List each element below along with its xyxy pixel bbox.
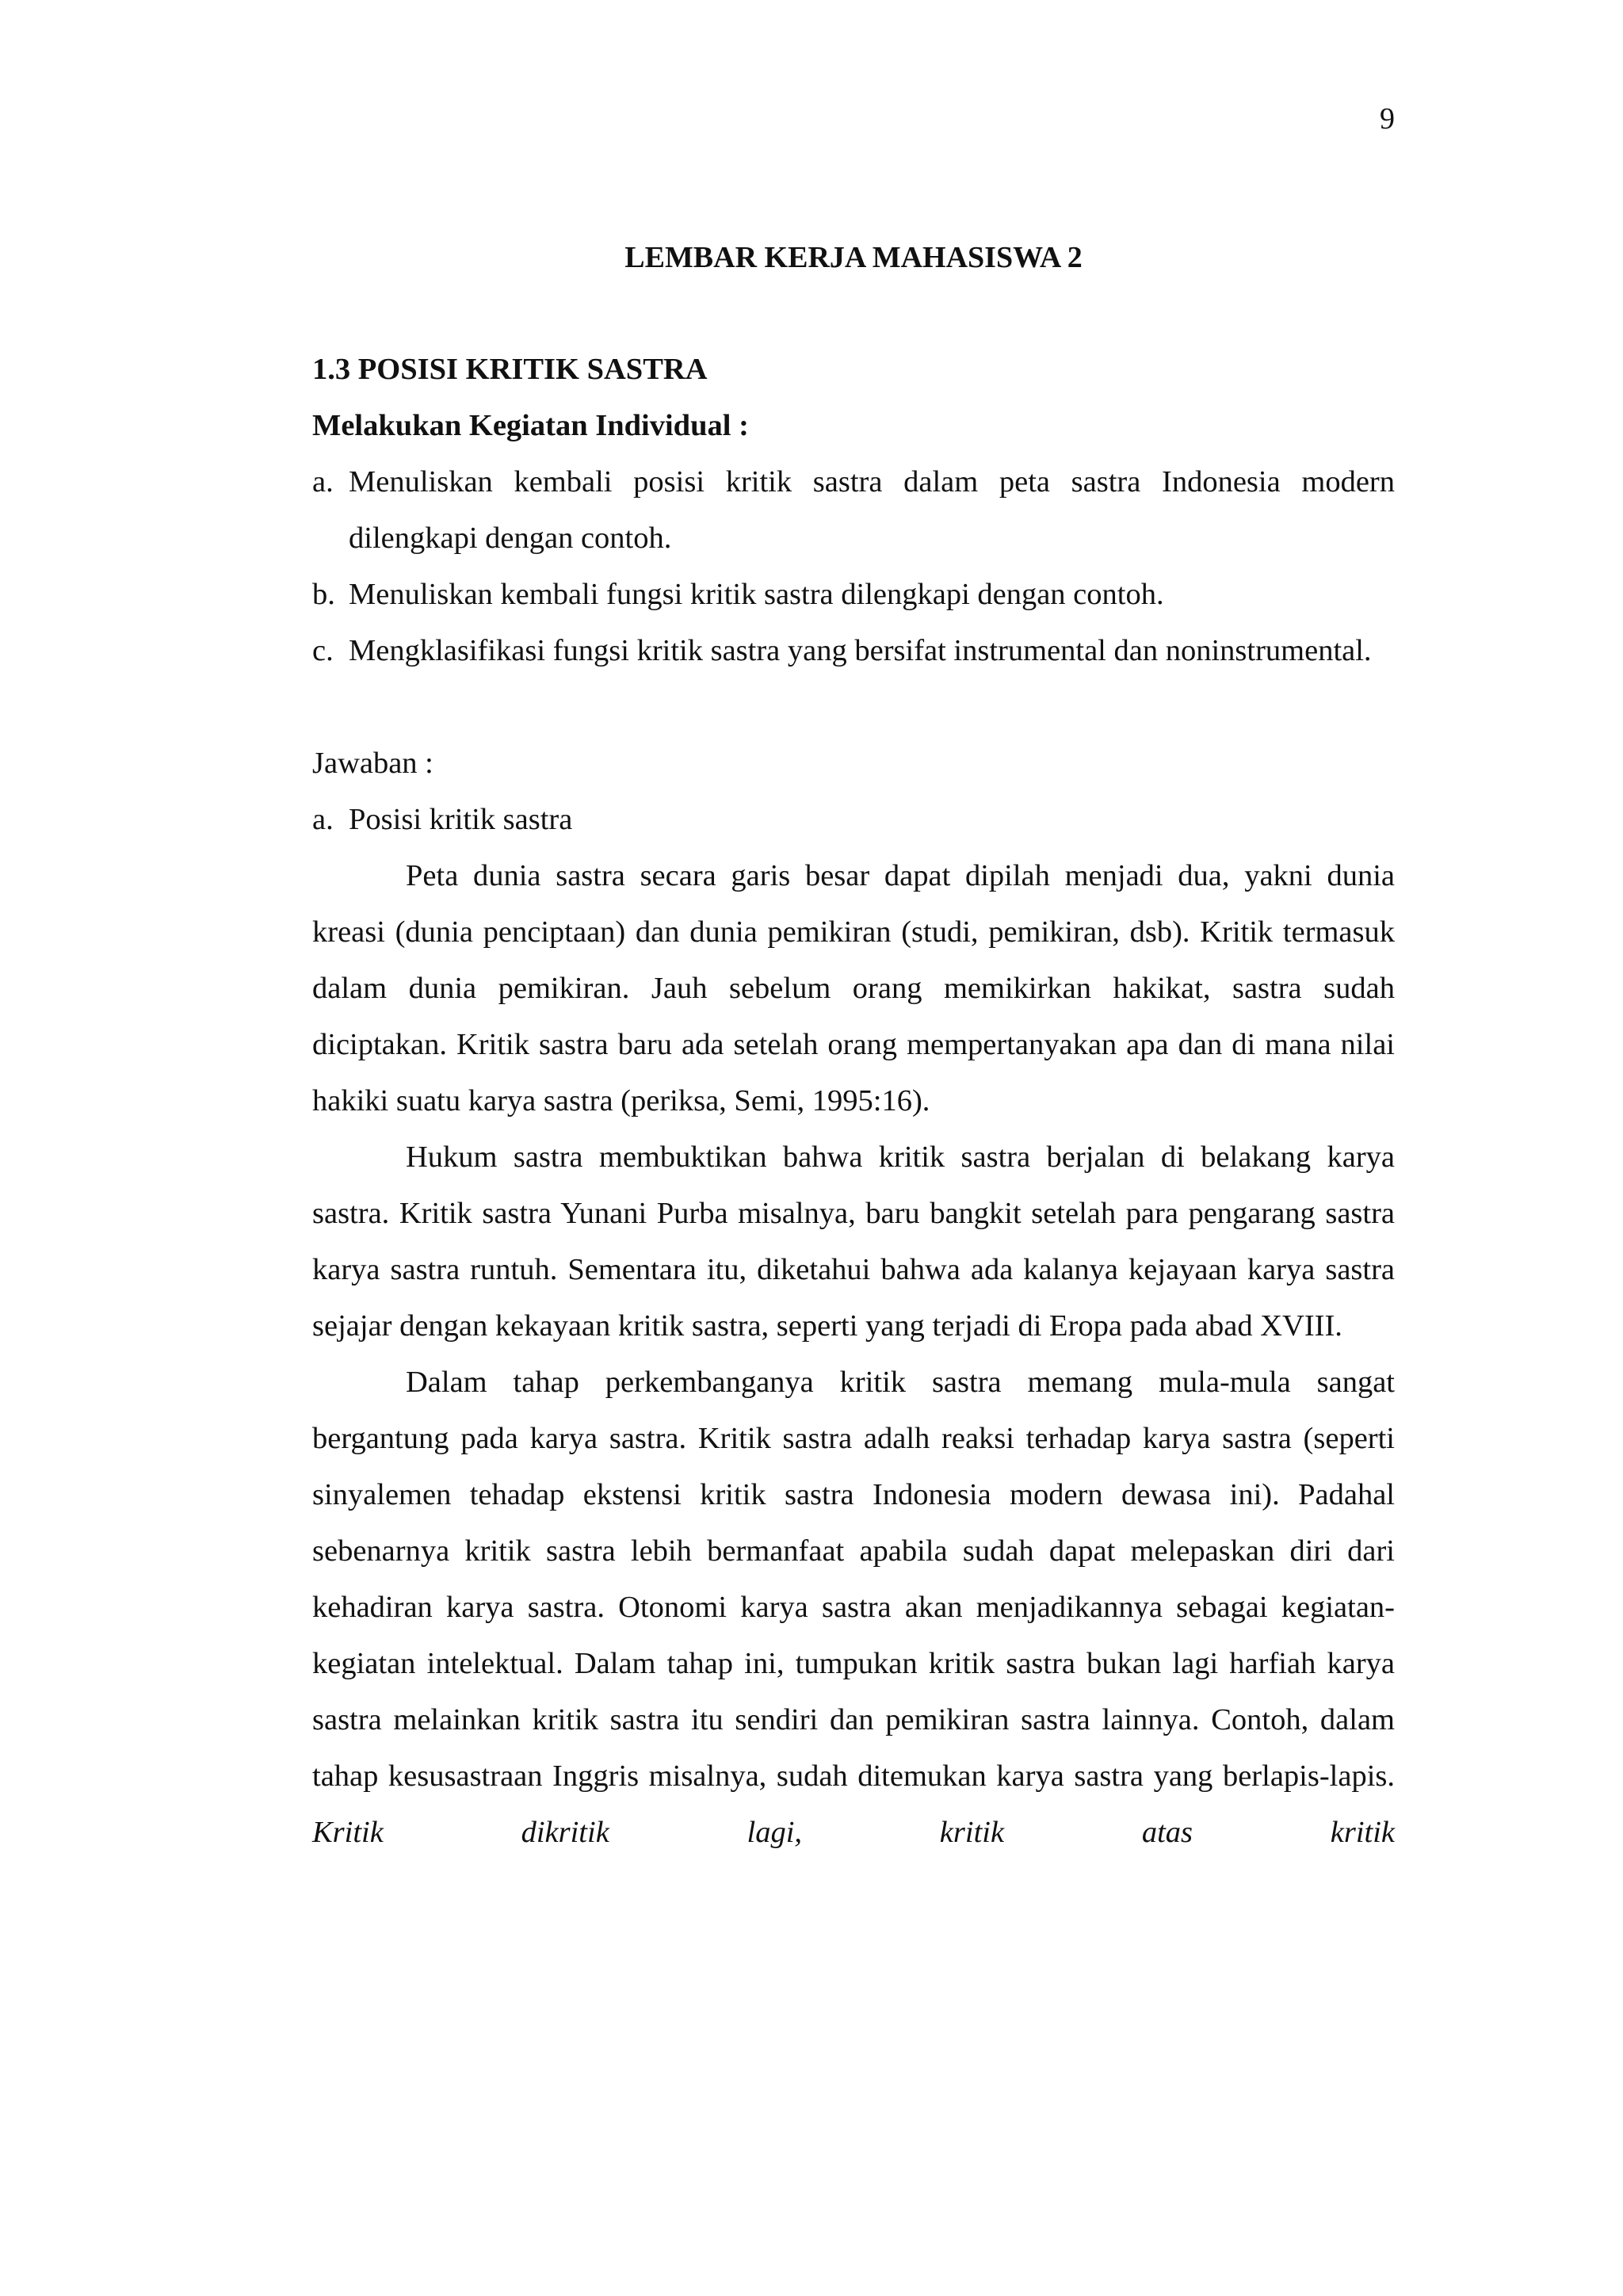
task-item [312, 454, 1395, 567]
italic-phrase: Kritik dikritik lagi, kritik atas kritik [312, 1816, 1395, 1849]
answer-item-text: Posisi kritik sastra [349, 803, 573, 836]
task-text: Menuliskan kembali fungsi kritik sastra dilengkapi dengan contoh. [349, 578, 1164, 611]
paragraph-text: Dalam tahap perkembanganya kritik sastra memang mula-mula sangat bergantung pada karya sastra. Kritik sastra adalh reaksi terhadap karya sastra (seperti sinyalemen tehadap ekstensi kritik sastra Indonesia modern dewasa ini). Padahal sebenarnya kritik sastra lebih bermanfaat apabila sudah dapat melepaskan diri dari kehadiran karya sastra. Otonomi karya sastra akan menjadikannya sebagai kegiatan-kegiatan intelektual. Dalam tahap ini, tumpukan kritik sastra bukan lagi harfiah karya sastra melainkan kritik sastra itu sendiri dan pemikiran sastra lainnya. Contoh, dalam tahap kesusastraan Inggris misalnya, sudah ditemukan karya sastra yang berlapis-lapis. [312, 1366, 1395, 1793]
page-number: 9 [1380, 102, 1395, 136]
body-paragraph [312, 1354, 1395, 1861]
task-list [312, 454, 1395, 679]
task-item [312, 567, 1395, 623]
answer-item [312, 792, 1395, 848]
list-marker: a. [312, 465, 334, 499]
list-marker: c. [312, 634, 334, 667]
task-text: Mengklasifikasi fungsi kritik sastra yang bersifat instrumental dan noninstrumental. [349, 634, 1372, 667]
body-paragraph: Hukum sastra membuktikan bahwa kritik sastra berjalan di belakang karya sastra. Kritik sastra Yunani Purba misalnya, baru bangkit setelah para pengarang sastra karya sastra runtuh. Sementara itu, diketahui bahwa ada kalanya kejayaan karya sastra sejajar dengan kekayaan kritik sastra, seperti yang terjadi di Eropa pada abad XVIII. [312, 1140, 1395, 1343]
document-title: LEMBAR KERJA MAHASISWA 2 [624, 241, 1083, 274]
activity-heading: Melakukan Kegiatan Individual : [312, 409, 749, 442]
task-item [312, 623, 1395, 679]
page-content [312, 230, 1395, 1861]
body-paragraph: Peta dunia sastra secara garis besar dapat dipilah menjadi dua, yakni dunia kreasi (dunia penciptaan) dan dunia pemikiran (studi, pemikiran, dsb). Kritik termasuk dalam dunia pemikiran. Jauh sebelum orang memikirkan hakikat, sastra sudah diciptakan. Kritik sastra baru ada setelah orang mempertanyakan apa dan di mana nilai hakiki suatu karya sastra (periksa, Semi, 1995:16). [312, 859, 1395, 1117]
list-marker: b. [312, 578, 335, 611]
answer-list [312, 792, 1395, 848]
list-marker: a. [312, 803, 334, 836]
answer-label: Jawaban : [312, 747, 433, 780]
task-text: Menuliskan kembali posisi kritik sastra dalam peta sastra Indonesia modern dilengkapi dengan contoh. [349, 465, 1395, 555]
section-heading: 1.3 POSISI KRITIK SASTRA [312, 353, 708, 386]
